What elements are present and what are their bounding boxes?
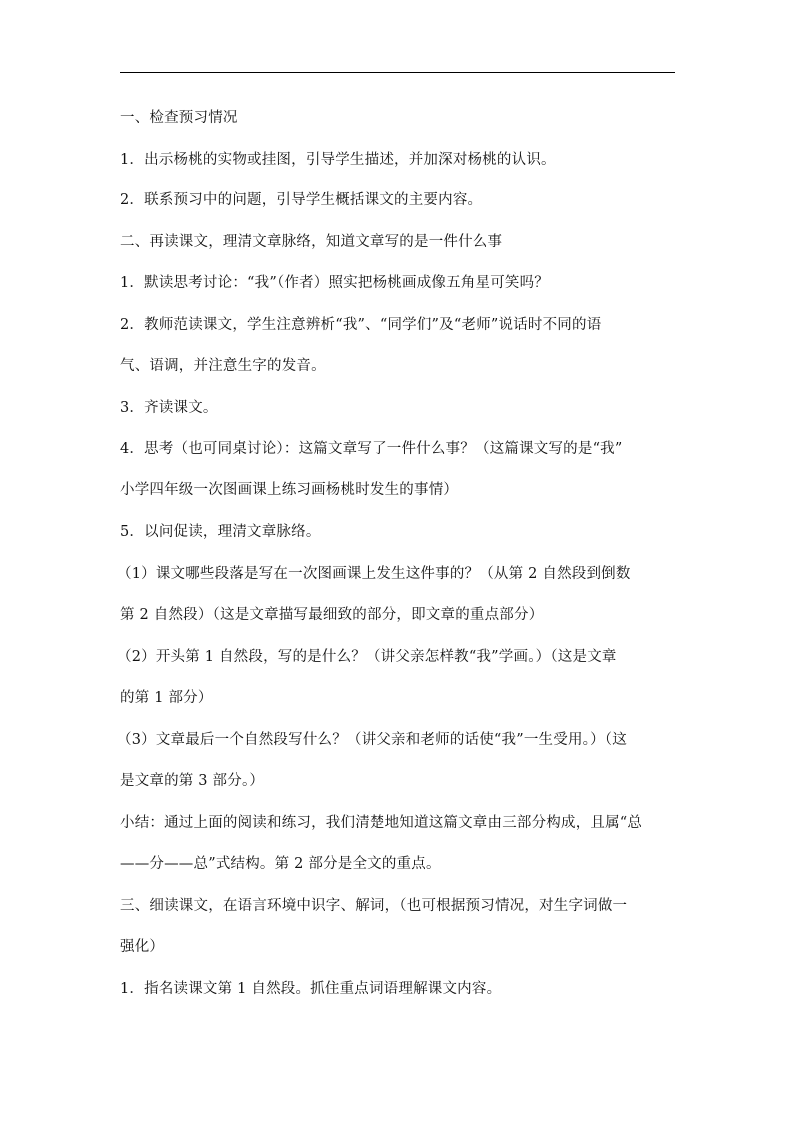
paragraph-line: （1）课文哪些段落是写在一次图画课上发生这件事的？（从第 2 自然段到倒数	[117, 566, 631, 582]
paragraph-line: 气、语调，并注意生字的发音。	[120, 358, 326, 374]
section-heading-3: 三、细读课文，在语言环境中识字、解词，（也可根据预习情况，对生字词做一	[120, 898, 628, 914]
section-heading-2: 二、再读课文，理清文章脉络，知道文章写的是一件什么事	[120, 234, 503, 250]
summary-line: ——分——总”式结构。第 2 部分是全文的重点。	[120, 856, 441, 872]
paragraph-line: （3）文章最后一个自然段写什么？（讲父亲和老师的话使“我”一生受用。）（这	[117, 732, 627, 748]
paragraph-line: 1．默读思考讨论：“我”（作者）照实把杨桃画成像五角星可笑吗？	[120, 275, 549, 291]
paragraph-line: 2．联系预习中的问题，引导学生概括课文的主要内容。	[120, 192, 483, 208]
paragraph-line: （2）开头第 1 自然段，写的是什么？（讲父亲怎样教“我”学画。）（这是文章	[117, 649, 617, 665]
paragraph-line: 是文章的第 3 部分。）	[120, 773, 265, 789]
paragraph-line: 3．齐读课文。	[120, 400, 218, 416]
paragraph-line: 1．出示杨桃的实物或挂图，引导学生描述，并加深对杨桃的认识。	[120, 152, 556, 168]
paragraph-line: 的第 1 部分）	[120, 690, 213, 706]
section-heading-1: 一、检查预习情况	[120, 110, 238, 126]
paragraph-line: 2．教师范读课文，学生注意辨析“我”、“同学们”及“老师”说话时不同的语	[120, 317, 602, 333]
paragraph-line: 小学四年级一次图画课上练习画杨桃时发生的事情）	[120, 482, 459, 498]
paragraph-line: 强化）	[120, 939, 165, 955]
header-rule	[120, 72, 675, 73]
paragraph-line: 5．以问促读，理清文章脉络。	[120, 524, 321, 540]
paragraph-line: 4．思考（也可同桌讨论）：这篇文章写了一件什么事？（这篇课文写的是“我”	[120, 441, 623, 457]
summary-line: 小结：通过上面的阅读和练习，我们清楚地知道这篇文章由三部分构成，且属“总	[120, 815, 643, 831]
paragraph-line: 第 2 自然段）（这是文章描写最细致的部分，即文章的重点部分）	[120, 607, 544, 623]
paragraph-line: 1．指名读课文第 1 自然段。抓住重点词语理解课文内容。	[120, 981, 502, 997]
